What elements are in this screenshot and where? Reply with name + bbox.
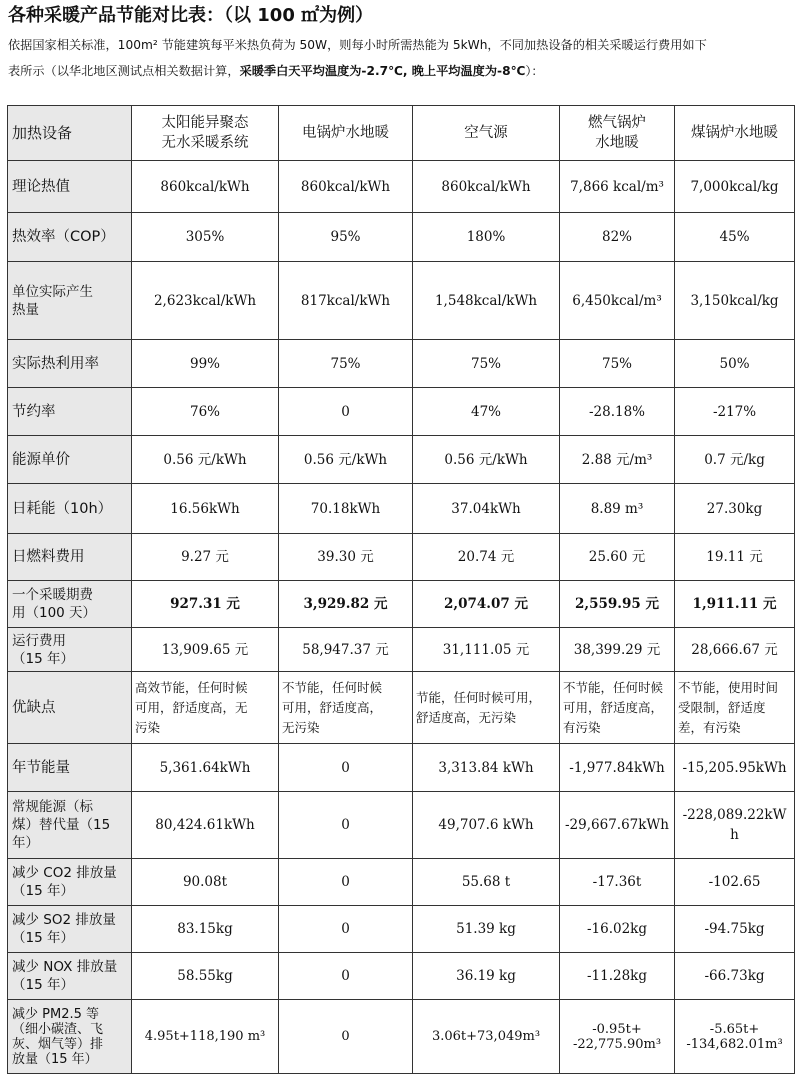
header-air-source: 空气源 — [413, 106, 560, 161]
table-row — [8, 484, 795, 534]
table-cell: 2,074.07 元 — [413, 581, 560, 628]
table-row — [8, 213, 795, 262]
table-cell: 19.11 元 — [675, 534, 795, 581]
table-cell: 70.18kWh — [279, 484, 413, 534]
table-cell: 25.60 元 — [560, 534, 675, 581]
row-label: 实际热利用率 — [8, 340, 132, 388]
intro-temperature-note: 采暖季白天平均温度为-2.7℃, 晚上平均温度为-8℃ — [239, 64, 526, 78]
page-title: 各种采暖产品节能对比表：（以 100 ㎡为例） — [8, 5, 374, 26]
table-cell: 0 — [279, 1000, 413, 1074]
row-label: 日燃料费用 — [8, 534, 132, 581]
table-cell: 80,424.61kWh — [132, 792, 279, 859]
table-cell: 1,548kcal/kWh — [413, 262, 560, 340]
table-cell: 3,929.82 元 — [279, 581, 413, 628]
heating-comparison-table — [7, 105, 795, 1074]
table-cell: 75% — [413, 340, 560, 388]
table-cell: 不节能，使用时间 受限制，舒适度 差，有污染 — [675, 672, 795, 744]
table-cell: 8.89 m³ — [560, 484, 675, 534]
row-label: 一个采暖期费 用（100 天） — [8, 581, 132, 628]
table-cell: 2,559.95 元 — [560, 581, 675, 628]
table-cell: 0.56 元/kWh — [413, 436, 560, 484]
header-solar: 太阳能异聚态 无水采暖系统 — [132, 106, 279, 161]
table-cell: 39.30 元 — [279, 534, 413, 581]
table-cell: -11.28kg — [560, 953, 675, 1000]
row-label: 减少 SO2 排放量 （15 年） — [8, 906, 132, 953]
table-cell: 31,111.05 元 — [413, 628, 560, 672]
table-cell: 51.39 kg — [413, 906, 560, 953]
table-cell: 58.55kg — [132, 953, 279, 1000]
table-cell: 16.56kWh — [132, 484, 279, 534]
row-label: 减少 PM2.5 等 （细小碳渣、飞 灰、烟气等）排 放量（15 年） — [8, 1000, 132, 1074]
table-cell: 83.15kg — [132, 906, 279, 953]
table-cell: 3.06t+73,049m³ — [413, 1000, 560, 1074]
table-row — [8, 906, 795, 953]
table-cell: -0.95t+ -22,775.90m³ — [560, 1000, 675, 1074]
table-cell: 高效节能，任何时候 可用，舒适度高，无 污染 — [132, 672, 279, 744]
table-cell: 2.88 元/m³ — [560, 436, 675, 484]
table-cell: 860kcal/kWh — [413, 161, 560, 213]
intro-line-2 — [8, 58, 794, 84]
table-cell: 58,947.37 元 — [279, 628, 413, 672]
table-row — [8, 581, 795, 628]
row-label: 节约率 — [8, 388, 132, 436]
intro-line-2-prefix: 表所示（以华北地区测试点相关数据计算， — [8, 64, 240, 78]
table-cell: 0.56 元/kWh — [279, 436, 413, 484]
table-row — [8, 859, 795, 906]
table-row — [8, 953, 795, 1000]
table-cell: 75% — [560, 340, 675, 388]
table-cell: 3,313.84 kWh — [413, 744, 560, 792]
table-row — [8, 388, 795, 436]
table-cell: 不节能，任何时候 可用，舒适度高， 有污染 — [560, 672, 675, 744]
table-cell: 4.95t+118,190 m³ — [132, 1000, 279, 1074]
row-label: 减少 NOX 排放量 （15 年） — [8, 953, 132, 1000]
table-cell: 9.27 元 — [132, 534, 279, 581]
table-cell: 0.7 元/kg — [675, 436, 795, 484]
table-cell: 49,707.6 kWh — [413, 792, 560, 859]
table-cell: -16.02kg — [560, 906, 675, 953]
table-row — [8, 340, 795, 388]
table-cell: 47% — [413, 388, 560, 436]
table-row — [8, 628, 795, 672]
table-cell: 927.31 元 — [132, 581, 279, 628]
table-cell: 0.56 元/kWh — [132, 436, 279, 484]
table-cell: -1,977.84kWh — [560, 744, 675, 792]
row-label: 单位实际产生 热量 — [8, 262, 132, 340]
table-cell: 37.04kWh — [413, 484, 560, 534]
table-row — [8, 262, 795, 340]
table-cell: -102.65 — [675, 859, 795, 906]
row-label: 日耗能（10h） — [8, 484, 132, 534]
table-row — [8, 436, 795, 484]
row-label: 年节能量 — [8, 744, 132, 792]
table-cell: -217% — [675, 388, 795, 436]
table-cell: 45% — [675, 213, 795, 262]
table-header-row — [8, 106, 795, 161]
table-cell: 1,911.11 元 — [675, 581, 795, 628]
row-label: 能源单价 — [8, 436, 132, 484]
table-cell: 305% — [132, 213, 279, 262]
table-cell: 0 — [279, 388, 413, 436]
table-cell: 7,866 kcal/m³ — [560, 161, 675, 213]
table-row — [8, 1000, 795, 1074]
table-cell: 27.30kg — [675, 484, 795, 534]
table-row — [8, 161, 795, 213]
table-cell: -66.73kg — [675, 953, 795, 1000]
header-label: 加热设备 — [8, 106, 132, 161]
table-cell: 6,450kcal/m³ — [560, 262, 675, 340]
table-row — [8, 534, 795, 581]
table-cell: 0 — [279, 859, 413, 906]
table-cell: 2,623kcal/kWh — [132, 262, 279, 340]
table-cell: 3,150kcal/kg — [675, 262, 795, 340]
intro-line-2-suffix: ）： — [525, 64, 544, 78]
table-cell: -5.65t+ -134,682.01m³ — [675, 1000, 795, 1074]
row-label: 优缺点 — [8, 672, 132, 744]
table-cell: 817kcal/kWh — [279, 262, 413, 340]
table-cell: 7,000kcal/kg — [675, 161, 795, 213]
table-cell: 0 — [279, 953, 413, 1000]
table-cell: 55.68 t — [413, 859, 560, 906]
intro-paragraph — [8, 32, 794, 84]
intro-line-1: 依据国家相关标准，100m² 节能建筑每平米热负荷为 50W，则每小时所需热能为 5kWh，不同加热设备的相关采暖运行费用如下 — [8, 38, 707, 52]
table-cell: -28.18% — [560, 388, 675, 436]
table-cell: 20.74 元 — [413, 534, 560, 581]
table-cell: 95% — [279, 213, 413, 262]
table-cell: -94.75kg — [675, 906, 795, 953]
row-label: 理论热值 — [8, 161, 132, 213]
table-row — [8, 744, 795, 792]
table-cell: 180% — [413, 213, 560, 262]
table-cell: 0 — [279, 906, 413, 953]
table-cell: -15,205.95kWh — [675, 744, 795, 792]
table-row — [8, 792, 795, 859]
row-label: 常规能源（标 煤）替代量（15 年） — [8, 792, 132, 859]
table-cell: 99% — [132, 340, 279, 388]
header-gas-boiler: 燃气锅炉 水地暖 — [560, 106, 675, 161]
row-label: 热效率（COP） — [8, 213, 132, 262]
table-cell: 50% — [675, 340, 795, 388]
table-cell: 36.19 kg — [413, 953, 560, 1000]
table-cell: 76% — [132, 388, 279, 436]
table-cell: 860kcal/kWh — [132, 161, 279, 213]
table-cell: 28,666.67 元 — [675, 628, 795, 672]
table-cell: 38,399.29 元 — [560, 628, 675, 672]
header-coal-boiler: 煤锅炉水地暖 — [675, 106, 795, 161]
table-cell: 75% — [279, 340, 413, 388]
row-label: 运行费用 （15 年） — [8, 628, 132, 672]
table-cell: 不节能，任何时候 可用，舒适度高， 无污染 — [279, 672, 413, 744]
table-cell: 0 — [279, 792, 413, 859]
row-label: 减少 CO2 排放量 （15 年） — [8, 859, 132, 906]
table-cell: 0 — [279, 744, 413, 792]
table-cell: -228,089.22kW h — [675, 792, 795, 859]
header-electric-boiler: 电锅炉水地暖 — [279, 106, 413, 161]
table-cell: 90.08t — [132, 859, 279, 906]
table-cell: 节能，任何时候可用， 舒适度高，无污染 — [413, 672, 560, 744]
table-cell: 860kcal/kWh — [279, 161, 413, 213]
table-cell: 5,361.64kWh — [132, 744, 279, 792]
table-cell: -29,667.67kWh — [560, 792, 675, 859]
table-row — [8, 672, 795, 744]
table-body — [8, 105, 795, 1074]
table-cell: 13,909.65 元 — [132, 628, 279, 672]
table-cell: -17.36t — [560, 859, 675, 906]
table-cell: 82% — [560, 213, 675, 262]
